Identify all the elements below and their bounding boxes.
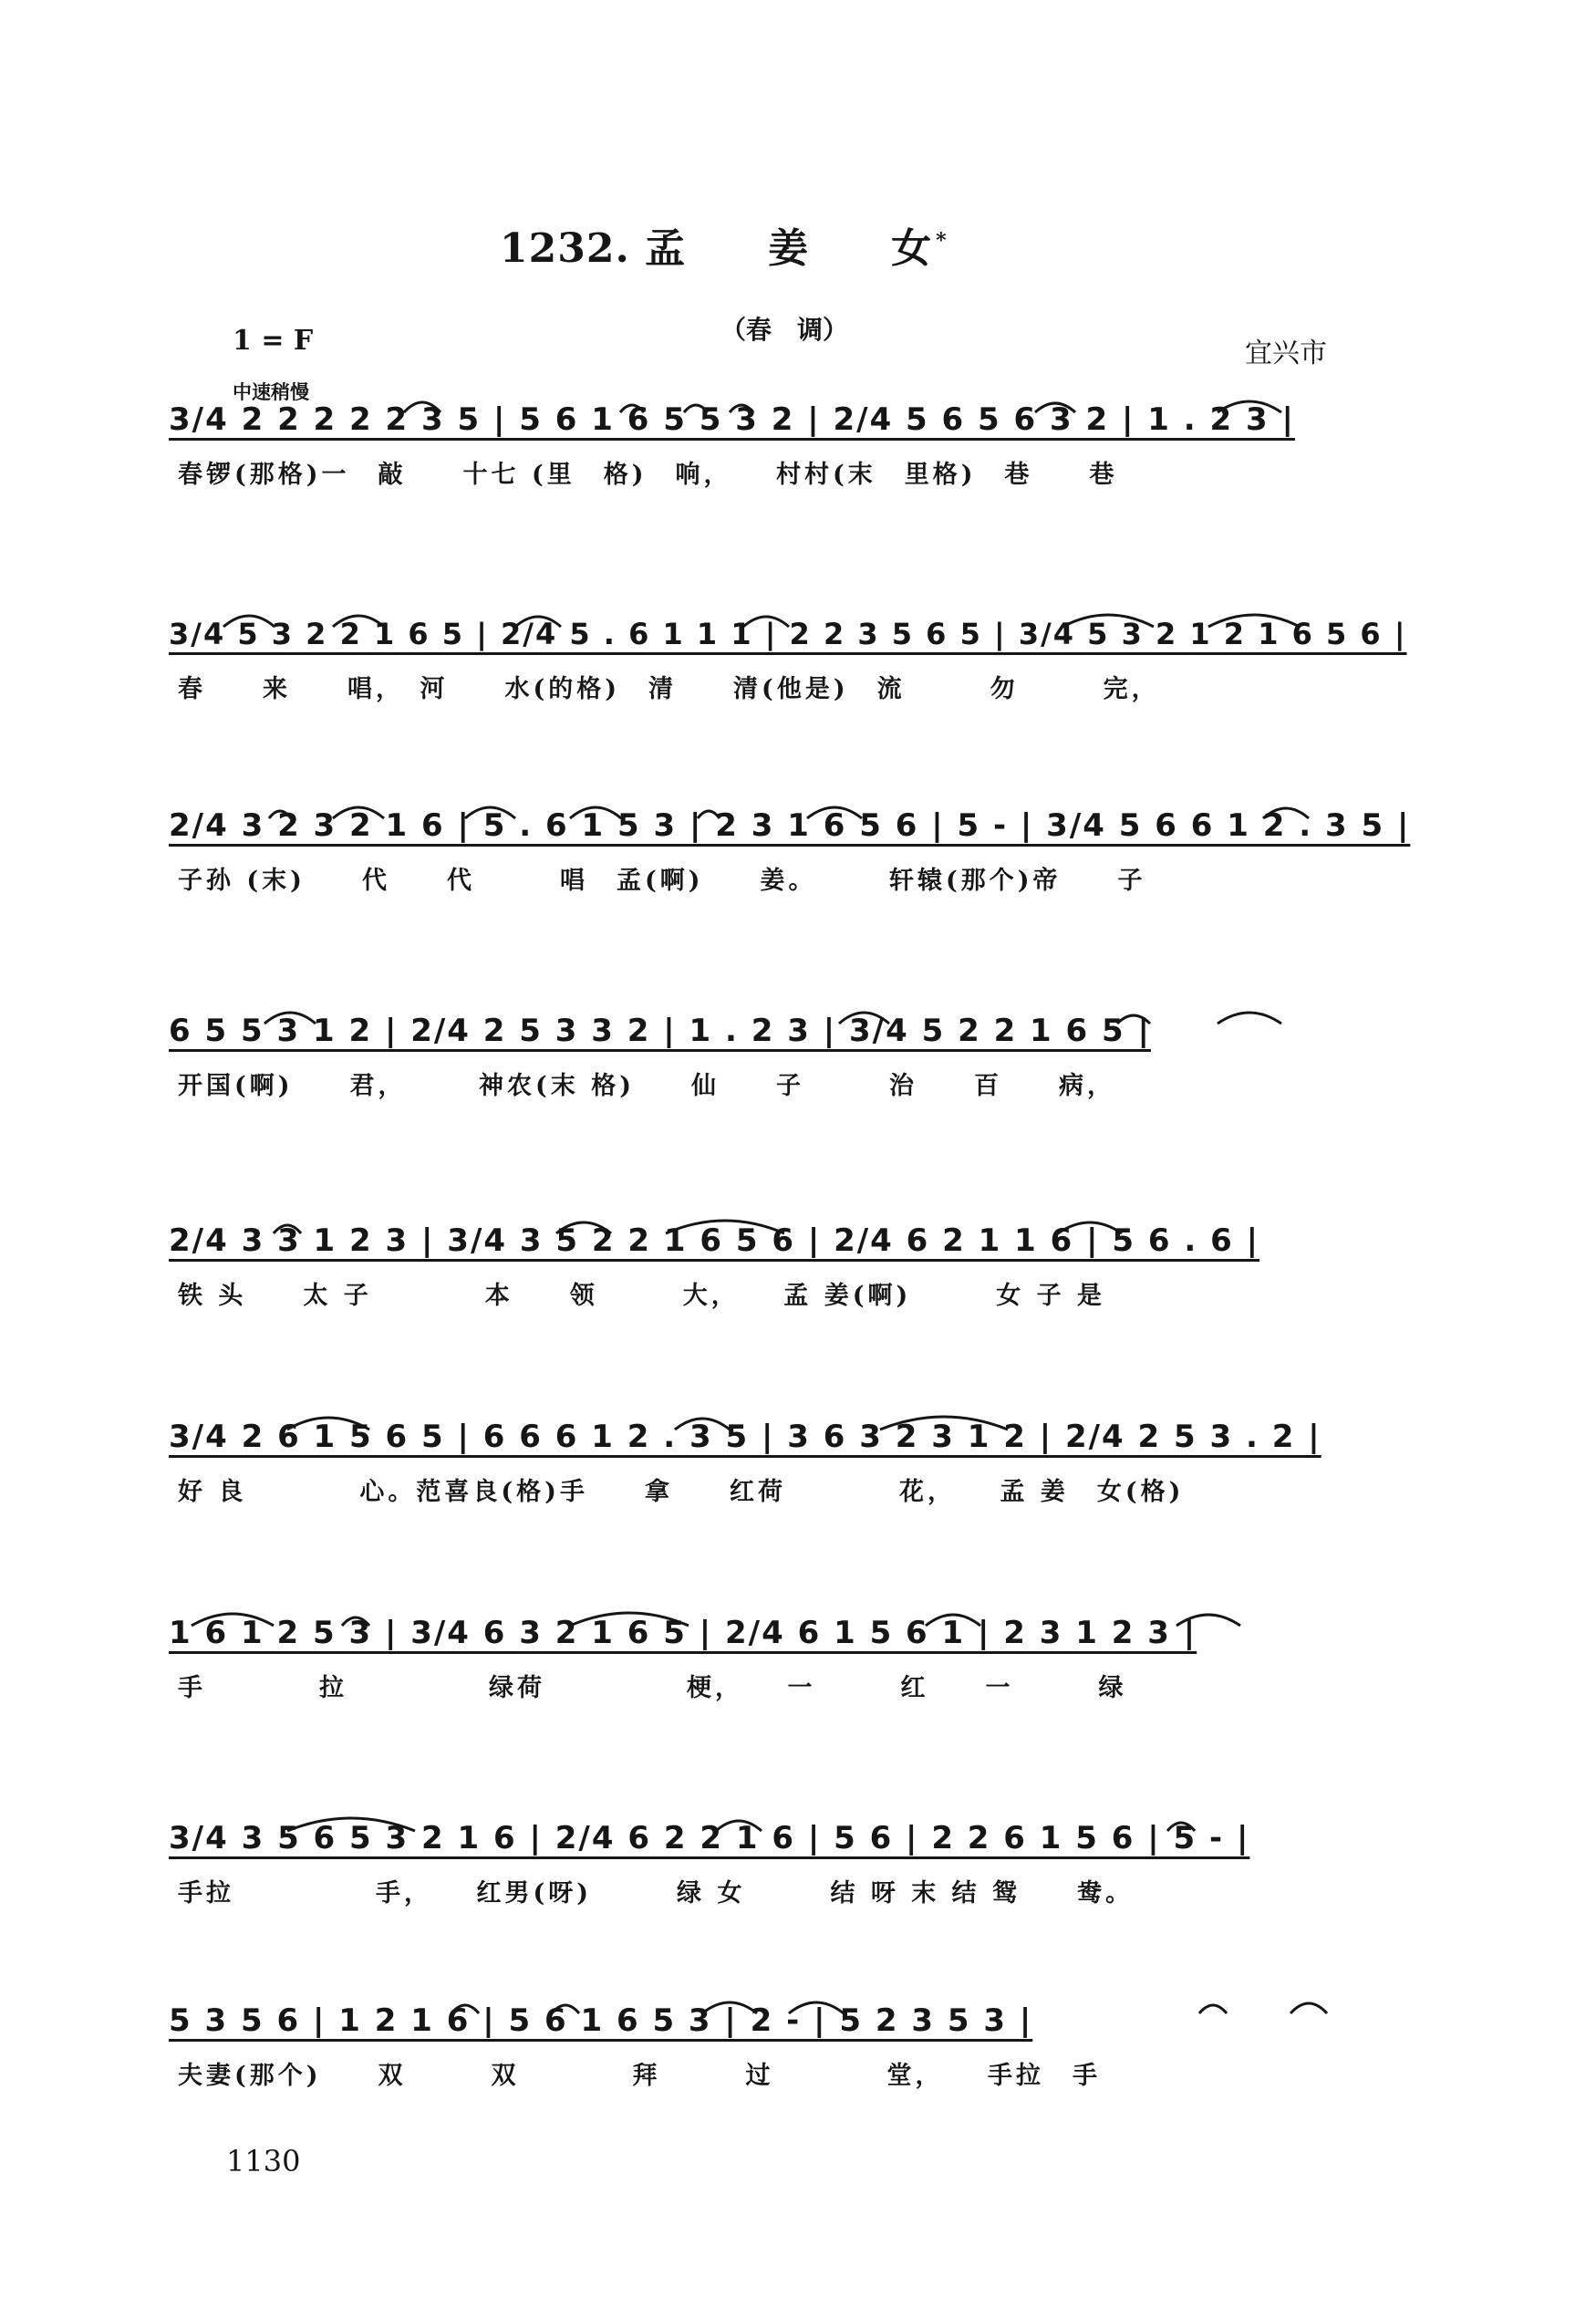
score-system [169, 1993, 1427, 2176]
score-system [169, 1003, 1427, 1186]
song-origin: 宜兴市 [1245, 338, 1327, 369]
key-signature: 1 = F [233, 325, 314, 357]
title-footnote-mark: * [936, 229, 948, 254]
song-title [500, 215, 948, 274]
lyric-line: 铁 头 太 子 本 领 大， 孟 姜(啊) 女 子 是 [178, 1282, 1106, 1310]
lyric-line: 手 拉 绿荷 梗， 一 红 一 绿 [178, 1674, 1127, 1702]
jianpu-notes: 2/4 3 3 1 2 3 | 3/4 3 5 2 2 1 6 5 6 | 2/4 6 2 1 1 6 | 5 6 . 6 | [169, 1222, 1260, 1259]
score-system [169, 607, 1427, 789]
jianpu-notes: 3/4 5 3 2 2 1 6 5 | 2/4 5 . 6 1 1 1 | 2 2 3 5 6 5 | 3/4 5 3 2 1 2 1 6 5 6 | [169, 617, 1407, 651]
score-system [169, 1213, 1427, 1396]
jianpu-notes: 3/4 2 6 1 5 6 5 | 6 6 6 1 2 . 3 5 | 3 6 3 2 3 1 2 | 2/4 2 5 3 . 2 | [169, 1419, 1321, 1455]
lyric-line: 子孙 (末) 代 代 唱 孟(啊) 姜。 轩辕(那个)帝 子 [178, 867, 1146, 895]
jianpu-notes: 6 5 5 3 1 2 | 2/4 2 5 3 3 2 | 1 . 2 3 | 3/4 5 2 2 1 6 5 | [169, 1013, 1151, 1049]
lyric-line: 开国(啊) 君， 神农(末 格) 仙 子 治 百 病， [178, 1072, 1115, 1100]
lyric-line: 春锣(那格)一 敲 十七 (里 格) 响， 村村(末 里格) 巷 巷 [178, 461, 1118, 489]
score-system [169, 1811, 1427, 1993]
tempo-marking: 中速稍慢 [233, 381, 309, 403]
jianpu-notes: 1 6 1 2 5 3 | 3/4 6 3 2 1 6 5 | 2/4 6 1 5 6 1 | 2 3 1 2 3 | [169, 1615, 1197, 1651]
score-system [169, 798, 1427, 981]
jianpu-notes: 5 3 5 6 | 1 2 1 6 | 5 6 1 6 5 3 | 2 - | 5 2 3 5 3 | [169, 2002, 1033, 2039]
score-system [169, 392, 1427, 575]
song-title-text: 1232. 孟 姜 女 [500, 225, 933, 272]
score-system [169, 1606, 1427, 1788]
jianpu-notes: 3/4 3 5 6 5 3 2 1 6 | 2/4 6 2 2 1 6 | 5 6 | 2 2 6 1 5 6 | 5 - | [169, 1820, 1250, 1856]
lyric-line: 好 良 心。范喜良(格)手 拿 红荷 花， 孟 姜 女(格) [178, 1478, 1185, 1506]
lyric-line: 手拉 手， 红男(呀) 绿 女 结 呀 末 结 鸳 鸯。 [178, 1879, 1135, 1908]
lyric-line: 夫妻(那个) 双 双 拜 过 堂， 手拉 手 [178, 2062, 1102, 2090]
song-subtitle: （春 调） [720, 315, 849, 345]
jianpu-notes: 2/4 3 2 3 2 1 6 | 5 . 6 1 5 3 | 2 3 1 6 5 6 | 5 - | 3/4 5 6 6 1 2 . 3 5 | [169, 807, 1411, 844]
page-number: 1130 [226, 2144, 301, 2178]
jianpu-notes: 3/4 2 2 2 2 2 3 5 | 5 6 1 6 5 5 3 2 | 2/4 5 6 5 6 3 2 | 1 . 2 3 | [169, 401, 1295, 438]
score-system [169, 1409, 1427, 1592]
lyric-line: 春 来 唱， 河 水(的格) 清 清(他是) 流 勿 完， [178, 675, 1160, 703]
